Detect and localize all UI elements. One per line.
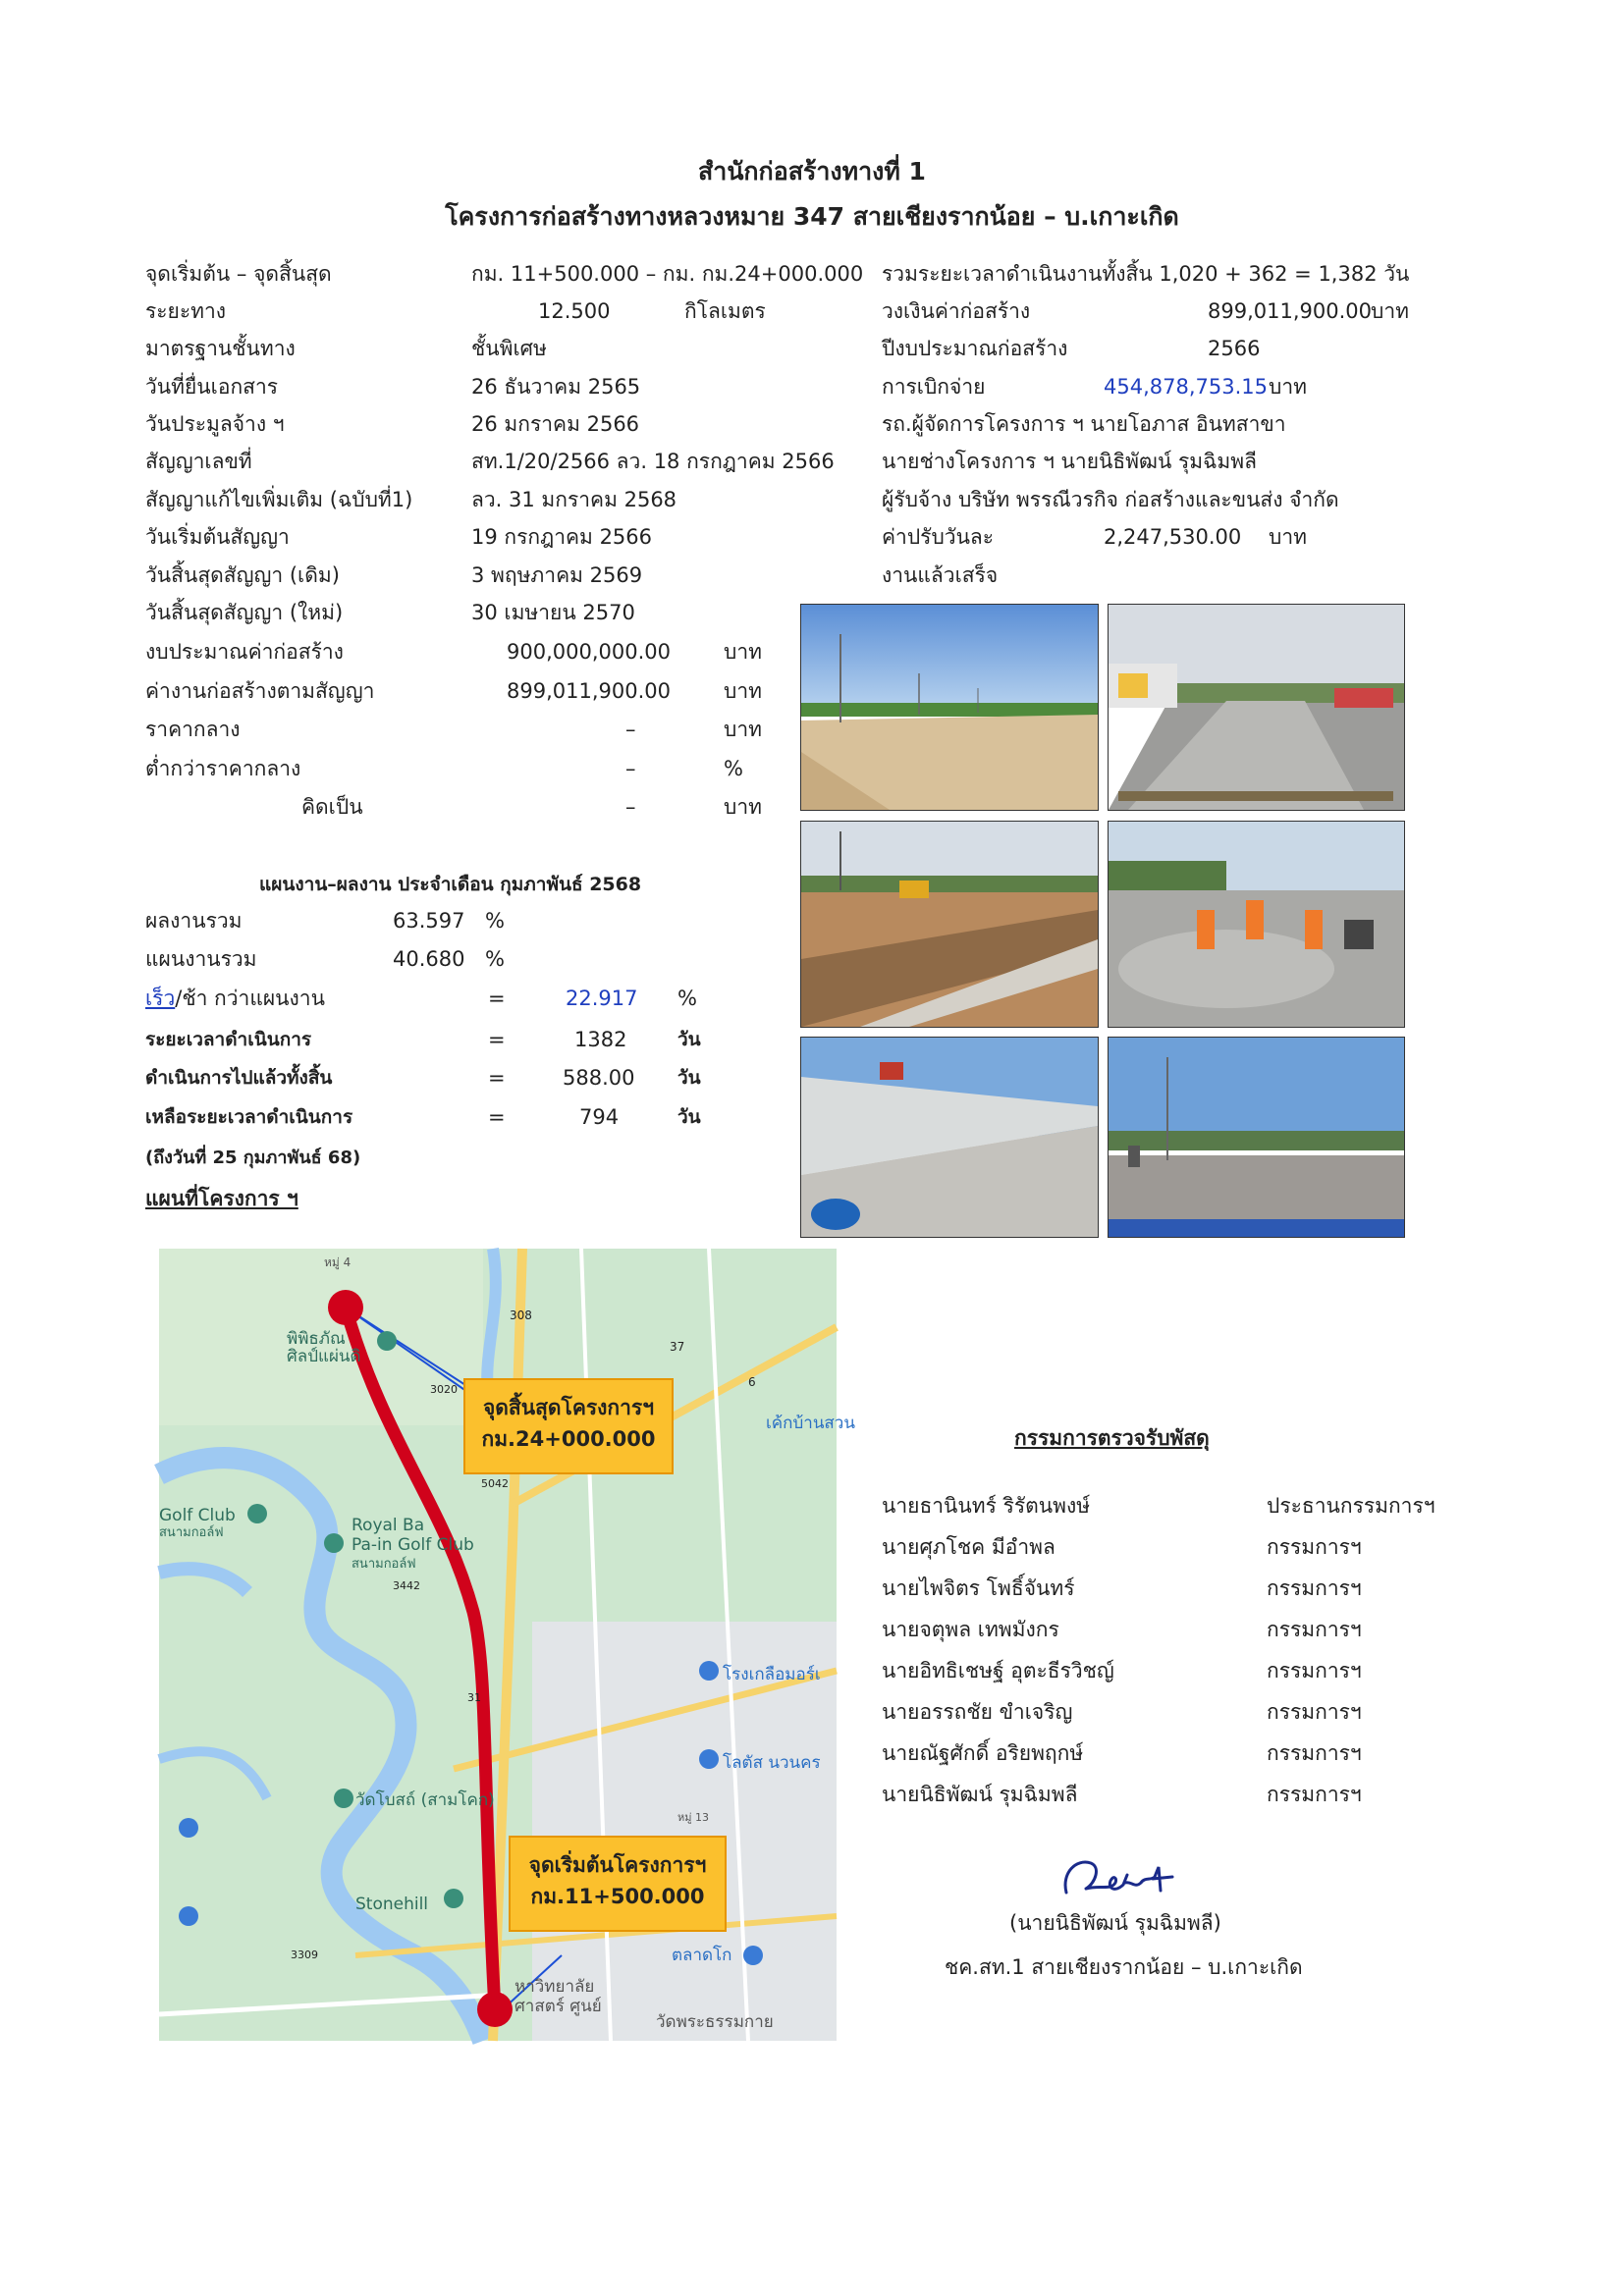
plan-unit: % <box>485 947 505 971</box>
budget-value: 899,011,900.00 <box>1208 299 1372 323</box>
info-label: วันสิ้นสุดสัญญา (ใหม่) <box>145 601 344 624</box>
budget-label: วงเงินค่าก่อสร้าง <box>882 299 1031 323</box>
map-callout-start-line2: กม.11+500.000 <box>530 1885 705 1908</box>
map-label-3020: 3020 <box>430 1383 458 1396</box>
duration-total: รวมระยะเวลาดำเนินงานทั้งสิ้น 1,020 + 362 = 1,382 วัน <box>882 262 1410 286</box>
info-label: ราคากลาง <box>145 718 241 741</box>
elapsed-label: ดำเนินการไปแล้วทั้งสิ้น <box>145 1067 333 1089</box>
info-label: สัญญาเลขที่ <box>145 450 252 473</box>
map-label-moo13: หมู่ 13 <box>677 1811 709 1824</box>
map-label-rong-kluea: โรงเกลือมอร์เ <box>723 1665 821 1684</box>
site-photo-barrier-wall <box>800 1037 1099 1238</box>
info-value: 3 พฤษภาคม 2569 <box>471 563 643 587</box>
info-value: 899,011,900.00 <box>507 679 671 703</box>
project-map <box>159 1249 855 2041</box>
committee-member-role: กรรมการฯ <box>1267 1576 1362 1600</box>
info-value: 900,000,000.00 <box>507 640 671 664</box>
info-label: คิดเป็น <box>301 795 363 819</box>
diff-label <box>145 985 325 1012</box>
info-value: สท.1/20/2566 ลว. 18 กรกฎาคม 2566 <box>471 450 835 473</box>
site-photo-road-sand <box>800 604 1099 811</box>
time-eq: = <box>488 1028 506 1051</box>
committee-member-role: กรรมการฯ <box>1267 1535 1362 1559</box>
signature-image <box>1056 1853 1184 1912</box>
finished-label: งานแล้วเสร็จ <box>882 563 999 587</box>
info-label: ระยะทาง <box>145 299 227 323</box>
site-photo-concrete-pour <box>1108 604 1405 811</box>
committee-member-name: นายณัฐศักดิ์ อริยพฤกษ์ <box>882 1741 1084 1765</box>
project-engineer: นายช่างโครงการ ฯ นายนิธิพัฒน์ รุมฉิมพลี <box>882 450 1257 473</box>
info-value: ชั้นพิเศษ <box>471 337 547 360</box>
remain-label: เหลือระยะเวลาดำเนินการ <box>145 1106 353 1128</box>
info-label: สัญญาแก้ไขเพิ่มเติม (ฉบับที่1) <box>145 488 413 511</box>
map-label-5042: 5042 <box>481 1477 509 1490</box>
budget-unit: บาท <box>1371 299 1409 323</box>
info-label: งบประมาณค่าก่อสร้าง <box>145 640 344 664</box>
committee-member-name: นายจตุพล เทพมังกร <box>882 1618 1059 1641</box>
result-value: 63.597 <box>393 909 465 933</box>
map-label-moo4: หมู่ 4 <box>324 1255 352 1269</box>
diff-eq: = <box>488 987 506 1010</box>
plan-value: 40.680 <box>393 947 465 971</box>
map-label-museum: พิพิธภัณ <box>287 1329 346 1349</box>
disburse-unit: บาท <box>1269 375 1307 399</box>
map-label-lotus: โลตัส นวนคร <box>723 1753 821 1773</box>
header-office: สำนักก่อสร้างทางที่ 1 <box>698 157 926 186</box>
site-photo-deck-concrete <box>1108 1037 1405 1238</box>
map-callout-end-line1: จุดสิ้นสุดโครงการฯ <box>482 1396 654 1419</box>
map-label-museum-b: ศิลป์แผ่นดิ <box>287 1347 361 1366</box>
committee-member-role: ประธานกรรมการฯ <box>1267 1494 1435 1518</box>
committee-member-name: นายไพจิตร โพธิ์จันทร์ <box>882 1576 1075 1600</box>
plan-label: แผนงานรวม <box>145 947 257 971</box>
diff-value: 22.917 <box>566 987 638 1010</box>
committee-member-role: กรรมการฯ <box>1267 1659 1362 1682</box>
info-label: วันสิ้นสุดสัญญา (เดิม) <box>145 563 340 587</box>
committee-member-name: นายนิธิพัฒน์ รุมฉิมพลี <box>882 1783 1078 1806</box>
committee-member-name: นายธานินทร์ ริรัตนพงษ์ <box>882 1494 1091 1518</box>
contractor: ผู้รับจ้าง บริษัท พรรณีวรกิจ ก่อสร้างและขนส่ง จำกัด <box>882 488 1339 511</box>
progress-title: แผนงาน–ผลงาน ประจำเดือน กุมภาพันธ์ 2568 <box>259 874 642 895</box>
elapsed-value: 588.00 <box>563 1066 635 1090</box>
map-title: แผนที่โครงการ ฯ <box>145 1187 298 1210</box>
signer-position: ชค.สท.1 สายเชียงรากน้อย – บ.เกาะเกิด <box>945 1955 1303 1979</box>
info-label: วันที่ยื่นเอกสาร <box>145 375 279 399</box>
committee-member-role: กรรมการฯ <box>1267 1741 1362 1765</box>
fine-value: 2,247,530.00 <box>1104 525 1242 549</box>
map-label-market: ตลาดโก <box>672 1946 732 1965</box>
info-value: – <box>625 757 636 780</box>
info-unit: % <box>724 757 743 780</box>
map-label-royal-3: สนามกอล์ฟ <box>352 1557 416 1572</box>
map-callout-start <box>509 1836 727 1932</box>
committee-member-role: กรรมการฯ <box>1267 1700 1362 1724</box>
info-value: 30 เมษายน 2570 <box>471 601 635 624</box>
result-unit: % <box>485 909 505 933</box>
info-label: ค่างานก่อสร้างตามสัญญา <box>145 679 375 703</box>
diff-unit: % <box>677 987 697 1010</box>
map-label-cake-shop: เค้กบ้านสวน <box>766 1414 855 1433</box>
time-value: 1382 <box>574 1028 627 1051</box>
site-photo-concrete-finishing <box>1108 821 1405 1028</box>
map-label-golf-b: สนามกอล์ฟ <box>159 1525 224 1540</box>
info-label: วันเริ่มต้นสัญญา <box>145 525 290 549</box>
map-label-royal: Royal Ba <box>352 1516 425 1535</box>
info-value: 12.500 <box>538 299 611 323</box>
disburse-label: การเบิกจ่าย <box>882 375 986 399</box>
remain-eq: = <box>488 1105 506 1129</box>
map-callout-start-line1: จุดเริ่มต้นโครงการฯ <box>528 1853 707 1877</box>
map-callout-end-line2: กม.24+000.000 <box>481 1427 656 1451</box>
info-value: ลว. 31 มกราคม 2568 <box>471 488 677 511</box>
info-label: ต่ำกว่าราคากลาง <box>145 757 301 780</box>
time-unit: วัน <box>677 1029 701 1050</box>
disburse-value: 454,878,753.15 <box>1104 375 1268 399</box>
info-unit: กิโลเมตร <box>684 299 766 323</box>
committee-member-role: กรรมการฯ <box>1267 1783 1362 1806</box>
map-label-university-2: ศาสตร์ ศูนย์ <box>514 1997 602 2016</box>
signer-name: (นายนิธิพัฒน์ รุมฉิมพลี) <box>1009 1911 1221 1935</box>
info-label: มาตรฐานชั้นทาง <box>145 337 296 360</box>
site-photo-drain-pipe <box>800 821 1099 1028</box>
info-value: 26 ธันวาคม 2565 <box>471 375 641 399</box>
map-label-university: หาวิทยาลัย <box>514 1977 595 1997</box>
committee-member-name: นายศุภโชค มีอำพล <box>882 1535 1056 1559</box>
remain-value: 794 <box>579 1105 620 1129</box>
info-label: จุดเริ่มต้น – จุดสิ้นสุด <box>145 262 332 286</box>
map-label-golf: Golf Club <box>159 1506 236 1525</box>
map-label-6: 6 <box>748 1375 756 1389</box>
map-label-3309: 3309 <box>291 1949 318 1961</box>
info-value: 19 กรกฎาคม 2566 <box>471 525 653 549</box>
as-of-date: (ถึงวันที่ 25 กุมภาพันธ์ 68) <box>145 1148 361 1168</box>
result-label: ผลงานรวม <box>145 909 243 933</box>
info-label: วันประมูลจ้าง ฯ <box>145 412 285 436</box>
map-callout-end <box>463 1378 674 1474</box>
elapsed-eq: = <box>488 1066 506 1090</box>
map-label-royal-2: Pa-in Golf Club <box>352 1535 474 1555</box>
map-label-31: 31 <box>467 1691 481 1704</box>
diff-label-fast: เร็ว <box>145 987 176 1010</box>
committee-member-name: นายอิทธิเชษฐ์ อุตะธีรวิชญ์ <box>882 1659 1114 1682</box>
committee-title: กรรมการตรวจรับพัสดุ <box>1014 1426 1210 1450</box>
info-value: – <box>625 718 636 741</box>
elapsed-unit: วัน <box>677 1067 701 1089</box>
fiscal-label: ปีงบประมาณก่อสร้าง <box>882 337 1068 360</box>
map-label-dhammakaya: วัดพระธรรมกาย <box>656 2012 774 2032</box>
info-value: กม. 11+500.000 – กม. กม.24+000.000 <box>471 262 864 286</box>
map-label-37: 37 <box>670 1340 685 1354</box>
diff-label-rest: /ช้า กว่าแผนงาน <box>175 987 325 1010</box>
committee-member-name: นายอรรถชัย ขำเจริญ <box>882 1700 1073 1724</box>
info-value: 26 มกราคม 2566 <box>471 412 640 436</box>
info-unit: บาท <box>724 640 762 664</box>
map-label-3442: 3442 <box>393 1579 420 1592</box>
info-unit: บาท <box>724 795 762 819</box>
map-label-308: 308 <box>510 1308 532 1322</box>
map-label-wat-bot: วัดโบสถ์ (สามโคก) <box>355 1790 495 1810</box>
committee-member-role: กรรมการฯ <box>1267 1618 1362 1641</box>
project-manager: รถ.ผู้จัดการโครงการ ฯ นายโอภาส อินทสาขา <box>882 412 1286 436</box>
fiscal-value: 2566 <box>1208 337 1261 360</box>
header-project: โครงการก่อสร้างทางหลวงหมาย 347 สายเชียงรากน้อย – บ.เกาะเกิด <box>445 202 1179 231</box>
info-value: – <box>625 795 636 819</box>
map-label-stonehill: Stonehill <box>355 1895 429 1914</box>
info-unit: บาท <box>724 718 762 741</box>
fine-label: ค่าปรับวันละ <box>882 525 995 549</box>
fine-unit: บาท <box>1269 525 1307 549</box>
time-label: ระยะเวลาดำเนินการ <box>145 1029 312 1050</box>
info-unit: บาท <box>724 679 762 703</box>
remain-unit: วัน <box>677 1106 701 1128</box>
